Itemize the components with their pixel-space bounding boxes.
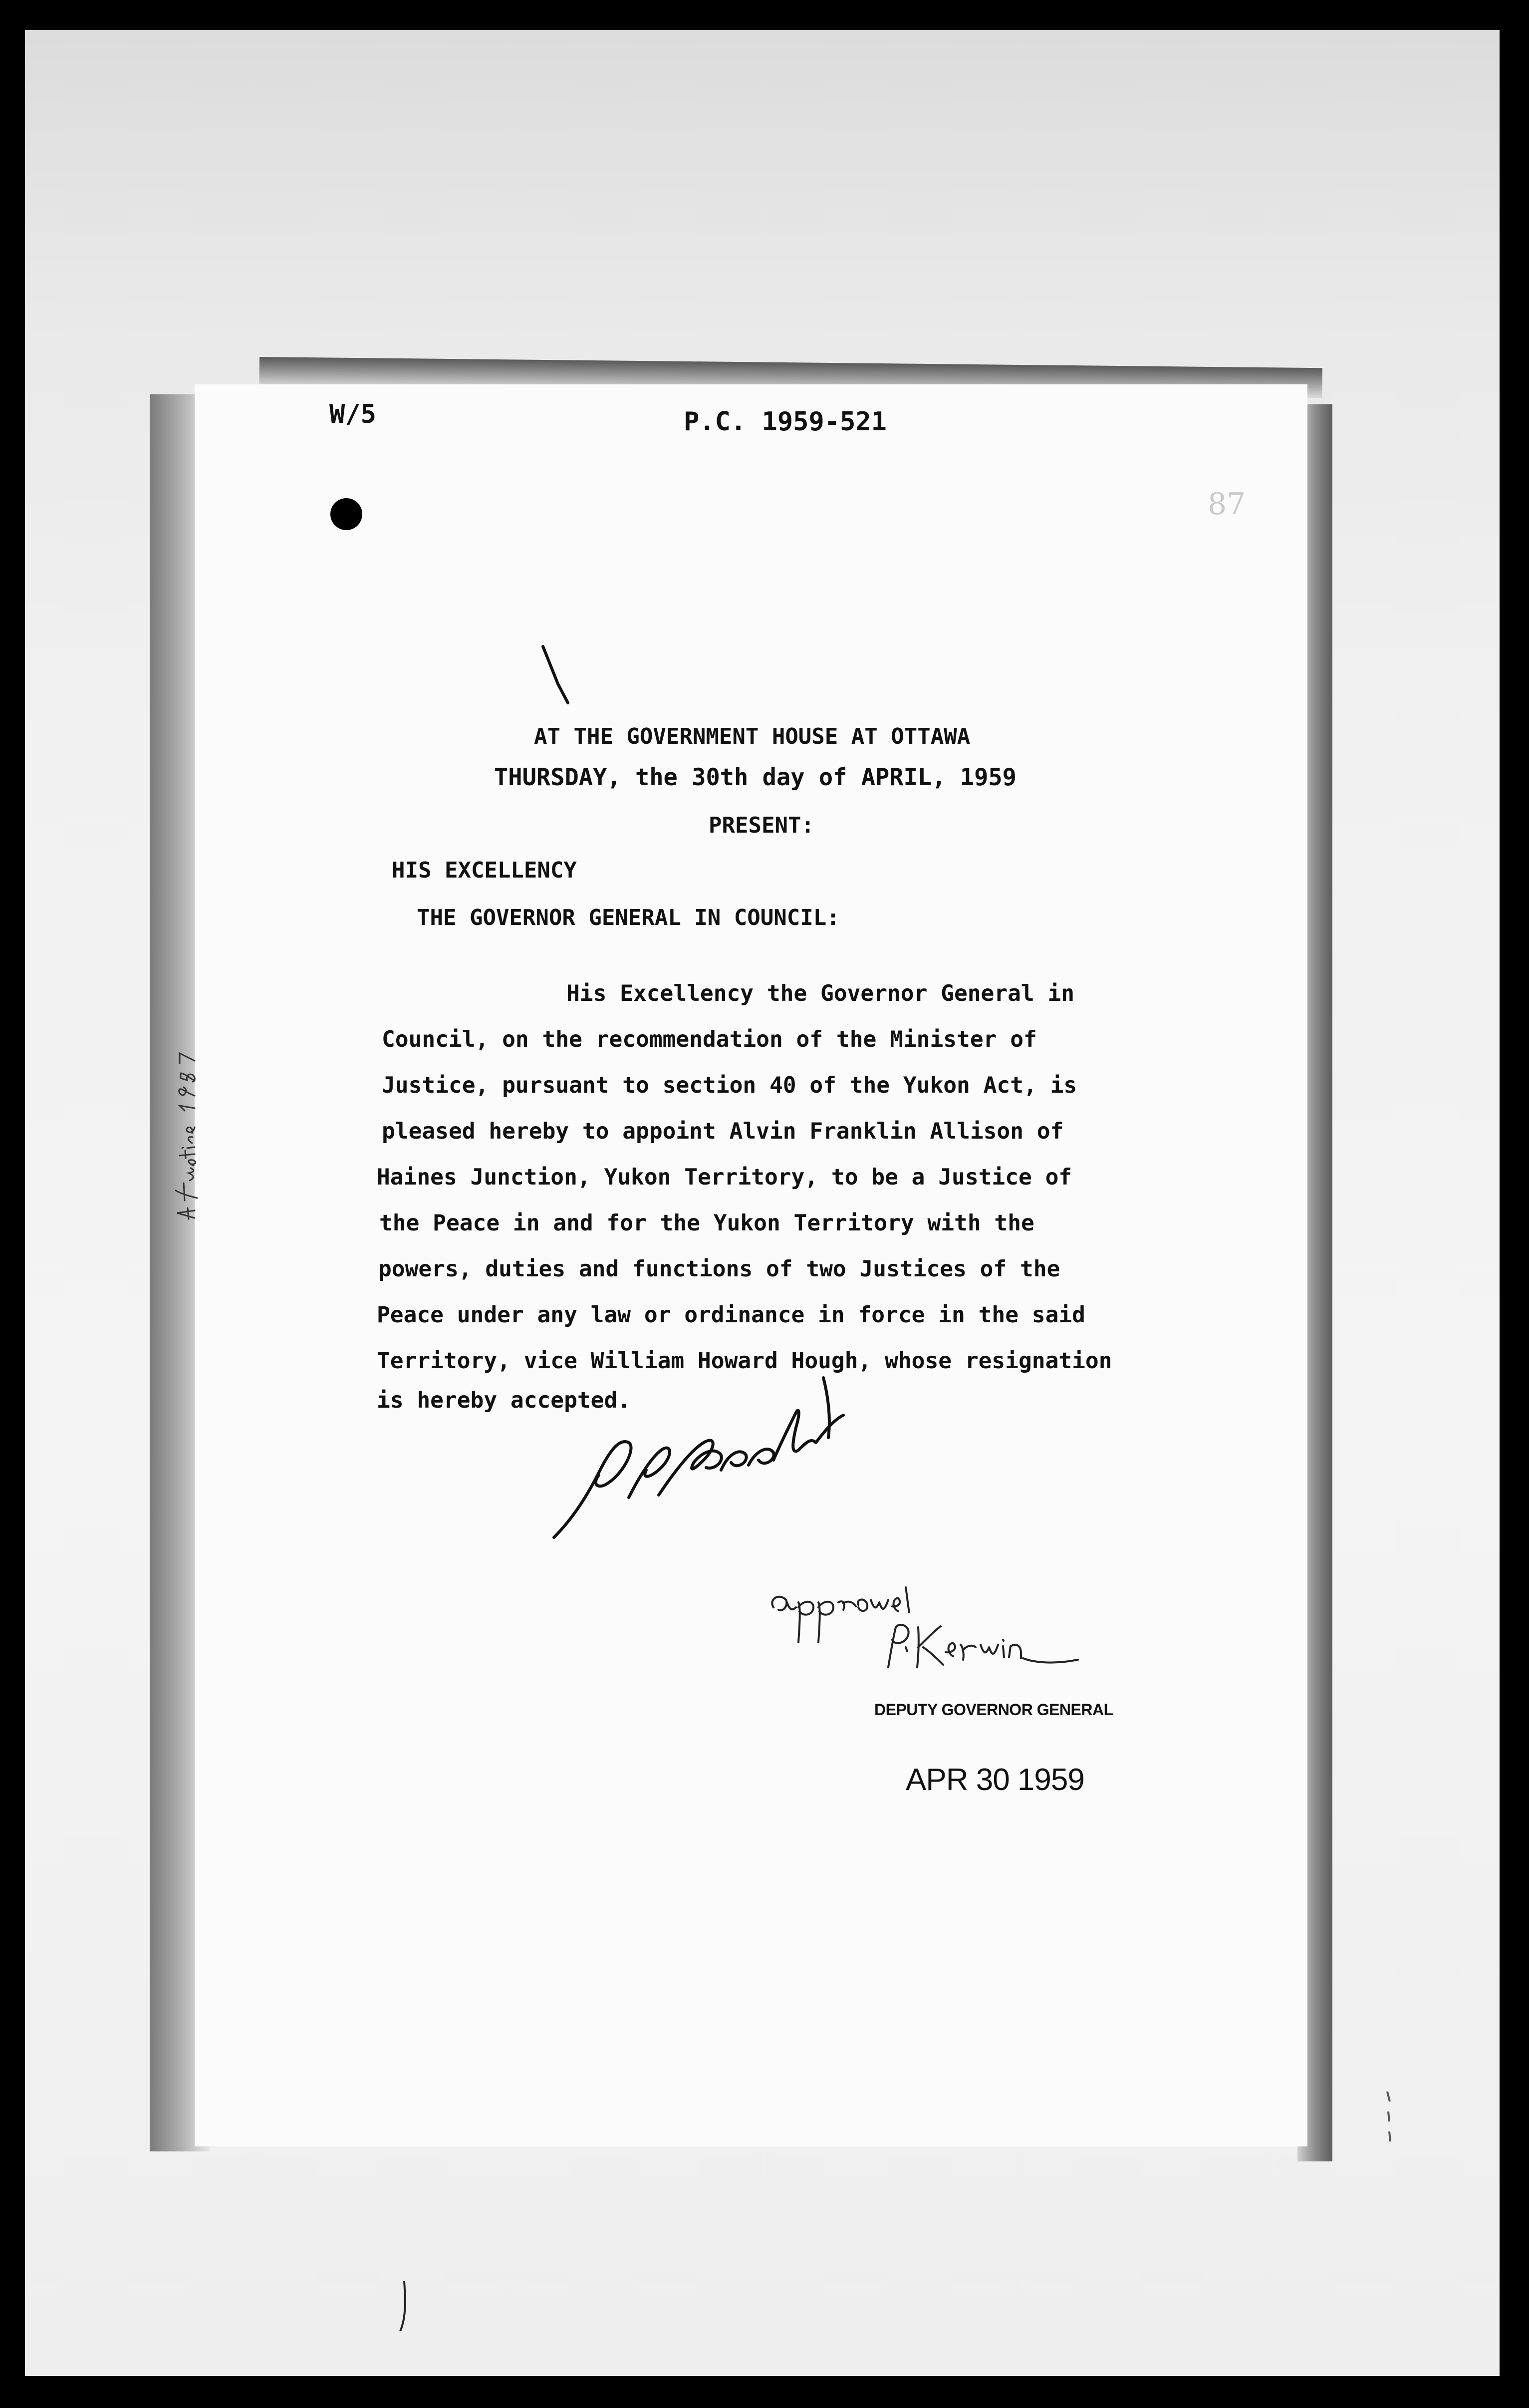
minister-signature bbox=[544, 1368, 853, 1547]
file-mark: W/5 bbox=[329, 399, 376, 429]
date-heading: THURSDAY, the 30th day of APRIL, 1959 bbox=[494, 764, 1017, 791]
present-label: PRESENT: bbox=[709, 813, 814, 838]
approver-signature bbox=[883, 1617, 1103, 1677]
date-stamp: APR 30 1959 bbox=[906, 1763, 1084, 1797]
stray-mark bbox=[394, 2276, 414, 2336]
faint-page-number: 87 bbox=[1208, 487, 1246, 522]
order-number: P.C. 1959-521 bbox=[684, 407, 887, 437]
body-line: Peace under any law or ordinance in force in the said bbox=[377, 1302, 1085, 1328]
location-heading: AT THE GOVERNMENT HOUSE AT OTTAWA bbox=[534, 724, 971, 749]
margin-note bbox=[170, 1023, 207, 1223]
body-line: powers, duties and functions of two Justices of the bbox=[378, 1256, 1060, 1282]
salutation-line-1: HIS EXCELLENCY bbox=[392, 858, 577, 883]
body-line: Council, on the recommendation of the Minister of bbox=[382, 1027, 1037, 1052]
body-line: Justice, pursuant to section 40 of the Yukon Act, is bbox=[382, 1073, 1077, 1098]
body-line: pleased hereby to appoint Alvin Franklin Allison of bbox=[382, 1119, 1064, 1144]
stray-mark bbox=[1382, 2087, 1402, 2146]
body-line: the Peace in and for the Yukon Territory with the bbox=[379, 1210, 1034, 1236]
punch-hole bbox=[330, 498, 362, 530]
body-line: is hereby accepted. bbox=[377, 1388, 631, 1413]
body-line: His Excellency the Governor General in bbox=[566, 981, 1075, 1006]
pen-stroke-mark bbox=[539, 644, 579, 724]
body-line: Haines Junction, Yukon Territory, to be a Justice of bbox=[377, 1165, 1072, 1190]
body-line: Territory, vice William Howard Hough, whose resignation bbox=[377, 1348, 1112, 1374]
deputy-governor-general-title: DEPUTY GOVERNOR GENERAL bbox=[874, 1701, 1113, 1719]
salutation-line-2: THE GOVERNOR GENERAL IN COUNCIL: bbox=[417, 905, 840, 930]
